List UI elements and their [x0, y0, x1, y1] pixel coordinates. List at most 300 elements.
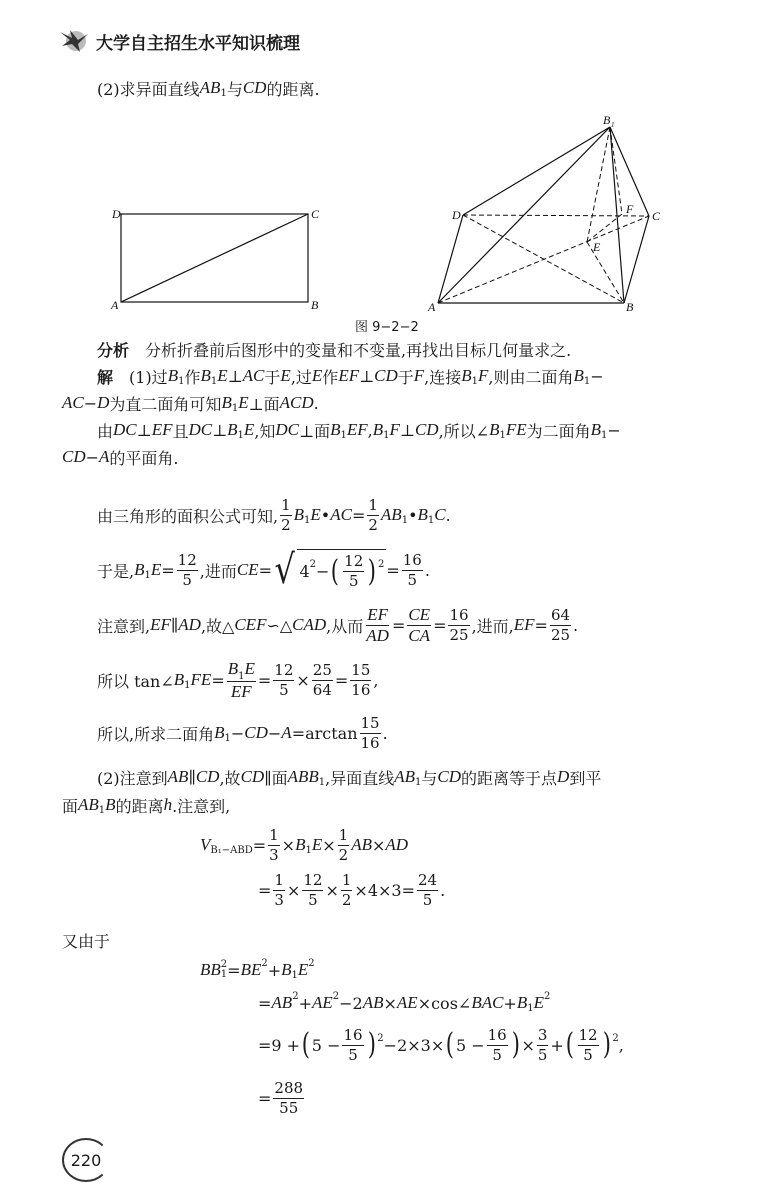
- numerator: [341, 871, 353, 891]
- text: 1: [274, 870, 284, 889]
- text: ×: [371, 835, 386, 855]
- math-var: B: [227, 420, 238, 439]
- denominator: [347, 1046, 359, 1065]
- text: .: [440, 880, 446, 900]
- text: 15: [351, 660, 371, 679]
- left-paren: (: [301, 1027, 311, 1062]
- math-var: F: [413, 366, 425, 385]
- denominator: [278, 1099, 299, 1118]
- text: ⊥面: [299, 421, 331, 441]
- math-var: AB: [394, 767, 415, 786]
- left-paren: (: [565, 1027, 574, 1062]
- text: ∥面: [264, 768, 288, 788]
- math-var: AD: [385, 835, 409, 854]
- text: 16: [449, 605, 469, 624]
- text: 为直二面角可知: [109, 394, 222, 414]
- numerator: [273, 661, 294, 681]
- label-c2: C: [652, 209, 661, 223]
- text: =: [433, 615, 447, 635]
- math-var: B: [281, 960, 292, 979]
- numerator: [268, 826, 280, 846]
- denominator: [348, 572, 360, 591]
- label-a2: A: [428, 300, 436, 314]
- math-var: AB: [271, 993, 293, 1012]
- text: =: [258, 880, 272, 900]
- text: 16: [351, 680, 371, 699]
- text: 4: [299, 562, 310, 581]
- text: 3: [537, 1025, 548, 1044]
- subscript: 1: [144, 569, 151, 581]
- text: 64: [550, 605, 571, 624]
- denominator: [491, 1046, 503, 1065]
- fraction: [402, 551, 423, 590]
- math-var: E: [297, 960, 309, 979]
- math-var: CA: [408, 625, 431, 645]
- numerator: [407, 605, 431, 626]
- numerator: [302, 871, 323, 891]
- text: =: [258, 1088, 272, 1108]
- fraction: [537, 1026, 549, 1065]
- text: 为二面角: [526, 421, 591, 441]
- text: 作: [322, 367, 339, 387]
- denominator: [407, 626, 431, 646]
- superscript: 2: [292, 990, 299, 1002]
- label-d: D: [112, 207, 121, 221]
- label-d2: D: [452, 208, 461, 222]
- math-var: AB: [78, 795, 99, 814]
- text: 于是,: [97, 561, 135, 581]
- text: (1)过: [113, 367, 168, 387]
- math-var: B: [167, 366, 179, 385]
- math-var: CD: [437, 767, 462, 786]
- text: 注意到,: [97, 616, 151, 636]
- superscript: 2: [220, 959, 228, 970]
- text: ⊥: [136, 420, 152, 440]
- numerator: [338, 826, 350, 846]
- text: =: [252, 835, 267, 855]
- math-var: B: [461, 366, 472, 385]
- text: =: [334, 670, 349, 690]
- text: 5: [279, 680, 289, 699]
- denominator: [268, 846, 280, 865]
- text: ,进而: [199, 561, 237, 581]
- math-var: E: [310, 505, 321, 524]
- subscript: 1: [220, 969, 228, 980]
- text: =: [351, 505, 366, 525]
- math-var: AE: [396, 993, 418, 1012]
- text: =: [391, 615, 406, 635]
- text: 面: [62, 796, 79, 816]
- fraction: [360, 714, 381, 753]
- subscript: 1: [305, 844, 312, 856]
- text: 5: [348, 572, 359, 590]
- math-var: AB: [380, 505, 402, 524]
- text: +: [550, 1035, 564, 1055]
- text: 由: [97, 421, 114, 441]
- math-var: BE: [240, 960, 262, 979]
- text: ,进而,: [471, 616, 514, 636]
- text: 16: [360, 733, 380, 752]
- right-paren: ): [368, 553, 377, 589]
- superscript: 2: [309, 559, 317, 570]
- fraction: [273, 871, 285, 910]
- text: 由三角形的面积公式可知,: [97, 506, 279, 526]
- subscript: 1: [220, 87, 227, 99]
- text: =: [534, 615, 548, 635]
- text: 2: [338, 845, 349, 864]
- text: ,故△: [200, 616, 235, 636]
- denominator: [550, 626, 571, 645]
- subscript: 1: [318, 776, 326, 788]
- text: 288: [274, 1078, 304, 1097]
- bold-label: 分析: [97, 340, 130, 360]
- text: .注意到,: [172, 796, 231, 816]
- text: 16: [487, 1025, 507, 1044]
- text: 5: [422, 890, 433, 909]
- math-var: B: [489, 420, 500, 439]
- math-var: CE: [408, 604, 431, 624]
- math-var: CD: [62, 447, 86, 466]
- text: 5 −: [311, 1035, 341, 1055]
- math-var: E: [533, 993, 544, 1012]
- math-var: AB: [199, 78, 221, 97]
- math-var: B: [134, 560, 145, 579]
- superscript: 2: [612, 1032, 619, 1044]
- subscript: 1: [471, 375, 479, 387]
- math-var: F: [389, 420, 400, 439]
- fraction: [273, 661, 294, 700]
- subscript: 1: [304, 514, 311, 526]
- math-var: CD: [244, 723, 268, 742]
- math-var: AB: [351, 835, 372, 854]
- text: =9 +: [258, 1035, 301, 1055]
- denominator: [307, 891, 319, 910]
- fraction: [268, 826, 280, 865]
- text: ×: [521, 1035, 535, 1055]
- numerator: [177, 551, 198, 571]
- text: 12: [274, 660, 294, 679]
- fraction: [487, 1026, 508, 1065]
- fraction: [550, 606, 571, 645]
- label-b1: B: [603, 113, 611, 127]
- subscript: 1: [224, 732, 231, 744]
- text: 与: [226, 79, 243, 99]
- fraction: [350, 661, 371, 700]
- text: −2: [339, 993, 363, 1013]
- numerator: [417, 871, 438, 891]
- text: 12: [578, 1025, 598, 1044]
- numerator: [550, 606, 571, 626]
- math-var: E: [243, 420, 255, 439]
- text: 的距离: [115, 796, 164, 816]
- text: ⊥: [399, 420, 415, 440]
- math-var: CAD: [292, 615, 327, 634]
- text: 所以 tan∠: [97, 671, 174, 691]
- text: −2×3×: [383, 1035, 445, 1055]
- fraction: [343, 552, 364, 591]
- subscript: 1: [415, 776, 422, 788]
- math-var: B: [200, 366, 211, 385]
- text: =: [258, 560, 272, 580]
- right-paren: ): [367, 1027, 376, 1062]
- text: ×: [322, 835, 336, 855]
- math-var: EF: [338, 366, 360, 385]
- text: −: [230, 723, 245, 743]
- denominator: [230, 682, 253, 702]
- math-var: B: [573, 366, 584, 385]
- text: (2)注意到: [97, 768, 168, 788]
- math-var: B: [330, 420, 341, 439]
- math-var: EF: [230, 681, 252, 701]
- denominator: [448, 626, 469, 645]
- numerator: [350, 661, 371, 681]
- math-var: E: [150, 560, 162, 579]
- text: 作: [184, 367, 201, 387]
- math-var: E: [238, 393, 249, 412]
- left-paren: (: [445, 1027, 455, 1062]
- numerator: [367, 496, 379, 516]
- radical-sign: √: [274, 547, 295, 593]
- superscript: 2: [332, 990, 340, 1002]
- bird-logo-icon: [58, 28, 90, 54]
- denominator: [360, 734, 381, 753]
- math-var: B: [590, 420, 602, 439]
- right-paren: ): [511, 1027, 520, 1062]
- math-var: AB: [362, 993, 384, 1012]
- math-var: B: [221, 393, 232, 412]
- subscript: 1: [184, 679, 191, 691]
- text: =: [386, 560, 400, 580]
- math-var: B: [173, 670, 185, 689]
- math-var: B: [105, 795, 116, 814]
- subscript: 1: [583, 375, 591, 387]
- math-var: AB: [167, 767, 189, 786]
- text: ×: [325, 880, 339, 900]
- text: 5: [537, 1045, 548, 1064]
- denominator: [407, 571, 419, 590]
- figure-9-2-2: [0, 100, 763, 320]
- text: =: [227, 960, 241, 980]
- math-var: BB: [200, 960, 221, 979]
- text: 分析折叠前后图形中的变量和不变量,再找出目标几何量求之.: [129, 340, 572, 360]
- text: +: [503, 993, 517, 1013]
- text: =: [257, 670, 272, 690]
- fraction: [365, 605, 390, 646]
- fraction: [407, 605, 431, 646]
- denominator: [312, 681, 333, 700]
- page-header: [58, 28, 300, 54]
- text: 64: [312, 680, 332, 699]
- math-var: F: [478, 366, 489, 385]
- denominator: [367, 516, 379, 535]
- text: 的距离.: [266, 79, 320, 99]
- text: 5: [348, 1045, 358, 1064]
- math-var: D: [557, 767, 570, 786]
- label-f: F: [626, 202, 634, 216]
- superscript: 2: [308, 957, 315, 969]
- denominator: [273, 891, 285, 910]
- text: .: [573, 615, 579, 635]
- subscript: 1: [527, 1002, 534, 1014]
- numerator: [578, 1026, 599, 1046]
- math-var: CD: [240, 767, 265, 786]
- denominator: [365, 626, 390, 646]
- math-var: CD: [374, 366, 398, 385]
- text: =arctan: [291, 723, 358, 743]
- figure-1-rectangle: [121, 214, 308, 302]
- text: 12: [303, 870, 323, 889]
- text: ×: [281, 835, 296, 855]
- subscript: 1: [210, 375, 218, 387]
- denominator: [422, 891, 434, 910]
- text: 5: [182, 570, 192, 589]
- text: 所以,所求二面角: [97, 724, 215, 744]
- text: =: [258, 993, 272, 1013]
- text: 2: [368, 515, 378, 534]
- text: ,知: [254, 421, 276, 441]
- numerator: [366, 605, 389, 626]
- label-e: E: [593, 240, 601, 254]
- numerator: [537, 1026, 549, 1046]
- math-var: AD: [366, 625, 389, 645]
- text: .: [445, 505, 451, 525]
- math-var: B: [227, 658, 239, 678]
- subscript: B₁−ABD: [210, 844, 253, 856]
- fraction: [342, 1026, 363, 1065]
- math-var: DC: [188, 420, 213, 439]
- math-var: EF: [513, 615, 535, 634]
- text: 2: [281, 515, 291, 534]
- subscript: 1: [427, 514, 435, 526]
- figure-caption: 图 9−2−2: [355, 320, 419, 335]
- text: .: [424, 560, 430, 580]
- math-var: h: [163, 795, 173, 814]
- numerator: [312, 661, 333, 681]
- radicand: [297, 549, 386, 591]
- square-root: [272, 549, 386, 591]
- text: ×: [383, 993, 397, 1013]
- subscript: 1: [499, 429, 506, 441]
- fraction: [177, 551, 198, 590]
- text: 于: [264, 367, 281, 387]
- text: =: [211, 670, 225, 690]
- math-var: AC: [242, 366, 265, 385]
- label-c: C: [311, 207, 320, 221]
- subscript: 1: [98, 804, 106, 816]
- text: −: [267, 723, 282, 743]
- label-b: B: [311, 298, 319, 312]
- math-var: EF: [151, 420, 173, 439]
- fraction: [578, 1026, 599, 1065]
- math-var: BAC: [471, 993, 504, 1012]
- text: ,: [367, 420, 373, 440]
- math-var: B: [372, 420, 384, 439]
- label-b2: B: [626, 300, 634, 314]
- denominator: [278, 681, 290, 700]
- numerator: [343, 552, 364, 572]
- text: 16: [343, 1025, 363, 1044]
- text: ∥: [188, 767, 196, 787]
- numerator: [342, 1026, 363, 1046]
- fraction: [338, 826, 350, 865]
- text: ×: [286, 880, 301, 900]
- left-paren: (: [331, 553, 340, 589]
- text: ,则由二面角: [488, 367, 574, 387]
- subscript: 1: [178, 375, 185, 387]
- text: 又由于: [62, 931, 111, 951]
- text: 25: [449, 625, 469, 644]
- math-var: B: [295, 835, 306, 854]
- denominator: [338, 846, 350, 865]
- text: ×: [296, 670, 310, 690]
- text: 25: [312, 660, 332, 679]
- denominator: [582, 1046, 594, 1065]
- superscript: 2: [377, 559, 385, 570]
- subscript: 1: [340, 429, 347, 441]
- text: 于: [397, 367, 414, 387]
- fraction: [417, 871, 438, 910]
- math-var: AE: [311, 993, 333, 1012]
- text: (2)求异面直线: [97, 79, 200, 99]
- text: 的平面角.: [109, 448, 179, 468]
- fraction: [227, 659, 256, 702]
- numerator: [280, 496, 292, 516]
- subscript: 1: [601, 429, 608, 441]
- subscript: 1: [237, 429, 244, 441]
- text: 55: [279, 1098, 299, 1117]
- text: 5 −: [455, 1035, 485, 1055]
- fraction: [273, 1079, 304, 1118]
- math-var: AD: [178, 615, 201, 634]
- text: •: [320, 505, 331, 525]
- numerator: [273, 871, 285, 891]
- math-var: B: [293, 505, 305, 524]
- math-var: CEF: [234, 615, 267, 634]
- math-var: AC: [62, 393, 84, 412]
- text: −: [85, 447, 100, 467]
- text: ×cos∠: [417, 993, 472, 1013]
- math-var: A: [281, 723, 292, 742]
- math-var: E: [217, 366, 228, 385]
- denominator: [350, 681, 371, 700]
- math-var: E: [280, 366, 291, 385]
- math-var: EF: [346, 420, 368, 439]
- text: ∽△: [266, 615, 293, 635]
- text: ,所以∠: [438, 421, 490, 441]
- text: 16: [402, 550, 422, 569]
- text: 3: [269, 845, 279, 864]
- text: +: [298, 993, 312, 1013]
- text: 5: [492, 1045, 502, 1064]
- numerator: [273, 1079, 304, 1099]
- text: 1: [338, 825, 349, 844]
- text: 5: [583, 1045, 593, 1064]
- math-var: D: [97, 393, 110, 412]
- text: 24: [417, 870, 438, 889]
- text: ×4×3=: [354, 880, 415, 900]
- math-var: AC: [330, 505, 352, 524]
- page-number: 220: [62, 1138, 110, 1182]
- text: 3: [274, 890, 284, 909]
- text: 1: [269, 825, 279, 844]
- fraction: [367, 496, 379, 535]
- math-var: ABB: [287, 767, 319, 786]
- numerator: [360, 714, 381, 734]
- math-var: DC: [275, 420, 300, 439]
- math-var: CE: [236, 560, 259, 579]
- text: 5: [407, 570, 418, 589]
- text: .: [382, 723, 388, 743]
